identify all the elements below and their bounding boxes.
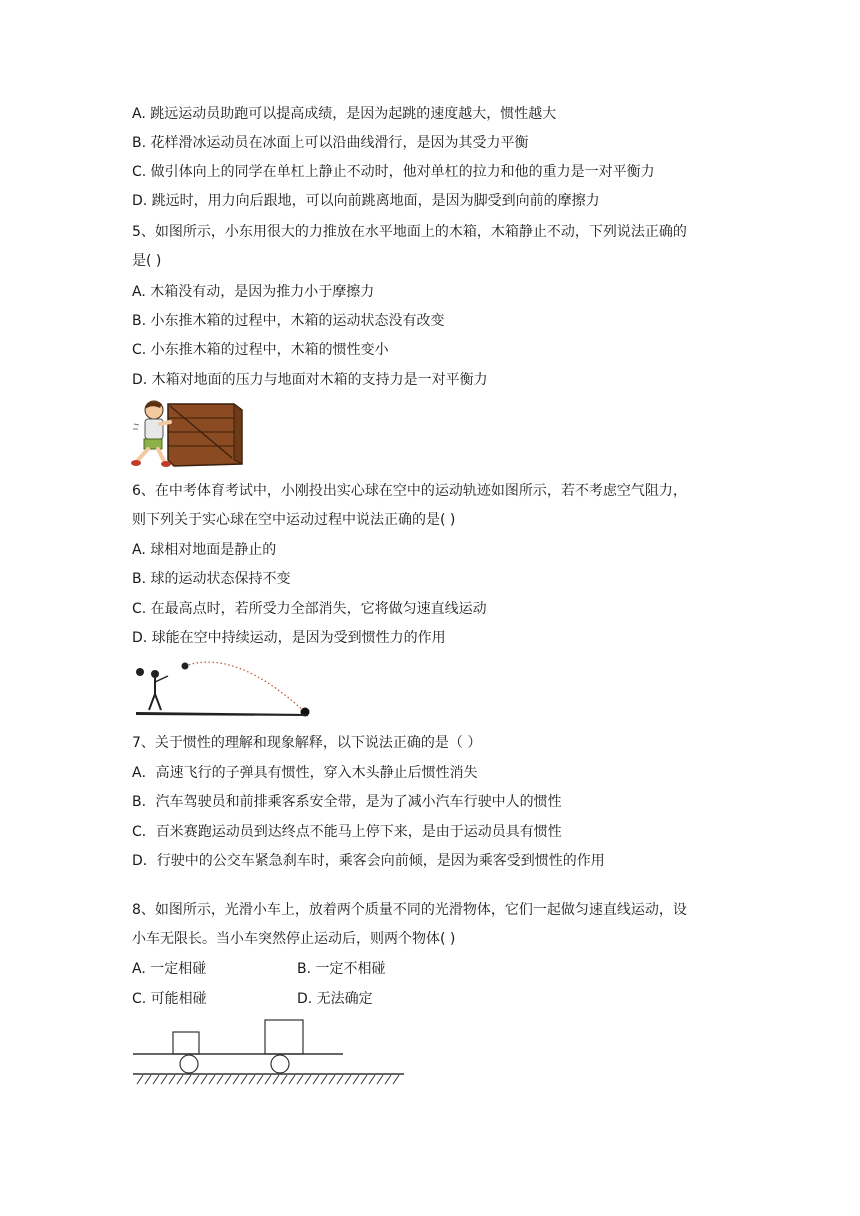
q8-option-d: D. 无法确定 — [297, 991, 373, 1007]
q6-option-c: C. 在最高点时，若所受力全部消失，它将做匀速直线运动 — [132, 601, 487, 617]
q5-option-c: C. 小东推木箱的过程中，木箱的惯性变小 — [132, 342, 389, 358]
q4-option-c: C. 做引体向上的同学在单杠上静止不动时，他对单杠的拉力和他的重力是一对平衡力 — [132, 164, 655, 180]
q8-stem-line2: 小车无限长。当小车突然停止运动后，则两个物体( ) — [132, 931, 456, 947]
q7-option-d: D．行驶中的公交车紧急刹车时，乘客会向前倾，是因为乘客受到惯性的作用 — [132, 853, 605, 869]
cart-with-blocks-figure — [128, 1016, 408, 1086]
q4-option-b: B. 花样滑冰运动员在冰面上可以沿曲线滑行，是因为其受力平衡 — [132, 135, 529, 151]
q5-option-b: B. 小东推木箱的过程中，木箱的运动状态没有改变 — [132, 313, 445, 329]
q7-option-c: C．百米赛跑运动员到达终点不能马上停下来，是由于运动员具有惯性 — [132, 824, 562, 840]
q6-option-b: B. 球的运动状态保持不变 — [132, 571, 291, 587]
q8-option-a: A. 一定相碰 — [132, 961, 207, 977]
q7-option-b: B．汽车驾驶员和前排乘客系安全带，是为了减小汽车行驶中人的惯性 — [132, 794, 562, 810]
ball-trajectory-figure — [130, 654, 314, 724]
q4-option-a: A. 跳远运动员助跑可以提高成绩，是因为起跳的速度越大，惯性越大 — [132, 106, 557, 122]
q5-option-d: D. 木箱对地面的压力与地面对木箱的支持力是一对平衡力 — [132, 372, 488, 388]
q8-option-c: C. 可能相碰 — [132, 991, 207, 1007]
q5-stem-line1: 5、如图所示，小东用很大的力推放在水平地面上的木箱，木箱静止不动，下列说法正确的 — [132, 224, 687, 240]
q8-option-b: B. 一定不相碰 — [297, 961, 386, 977]
q5-option-a: A. 木箱没有动，是因为推力小于摩擦力 — [132, 284, 375, 300]
q6-stem-line2: 则下列关于实心球在空中运动过程中说法正确的是( ) — [132, 512, 456, 528]
q7-option-a: A．高速飞行的子弹具有惯性，穿入木头静止后惯性消失 — [132, 765, 478, 781]
q6-stem-line1: 6、在中考体育考试中，小刚投出实心球在空中的运动轨迹如图所示，若不考虑空气阻力， — [132, 483, 687, 499]
q8-stem-line1: 8、如图所示，光滑小车上，放着两个质量不同的光滑物体，它们一起做匀速直线运动，设 — [132, 902, 687, 918]
boy-pushing-box-figure — [130, 398, 250, 470]
q6-option-d: D. 球能在空中持续运动，是因为受到惯性力的作用 — [132, 630, 446, 646]
q7-stem: 7、关于惯性的理解和现象解释，以下说法正确的是（ ） — [132, 735, 482, 751]
q6-option-a: A. 球相对地面是静止的 — [132, 542, 277, 558]
q5-stem-line2: 是( ) — [132, 253, 162, 269]
q4-option-d: D. 跳远时，用力向后跟地，可以向前跳离地面，是因为脚受到向前的摩擦力 — [132, 193, 600, 209]
